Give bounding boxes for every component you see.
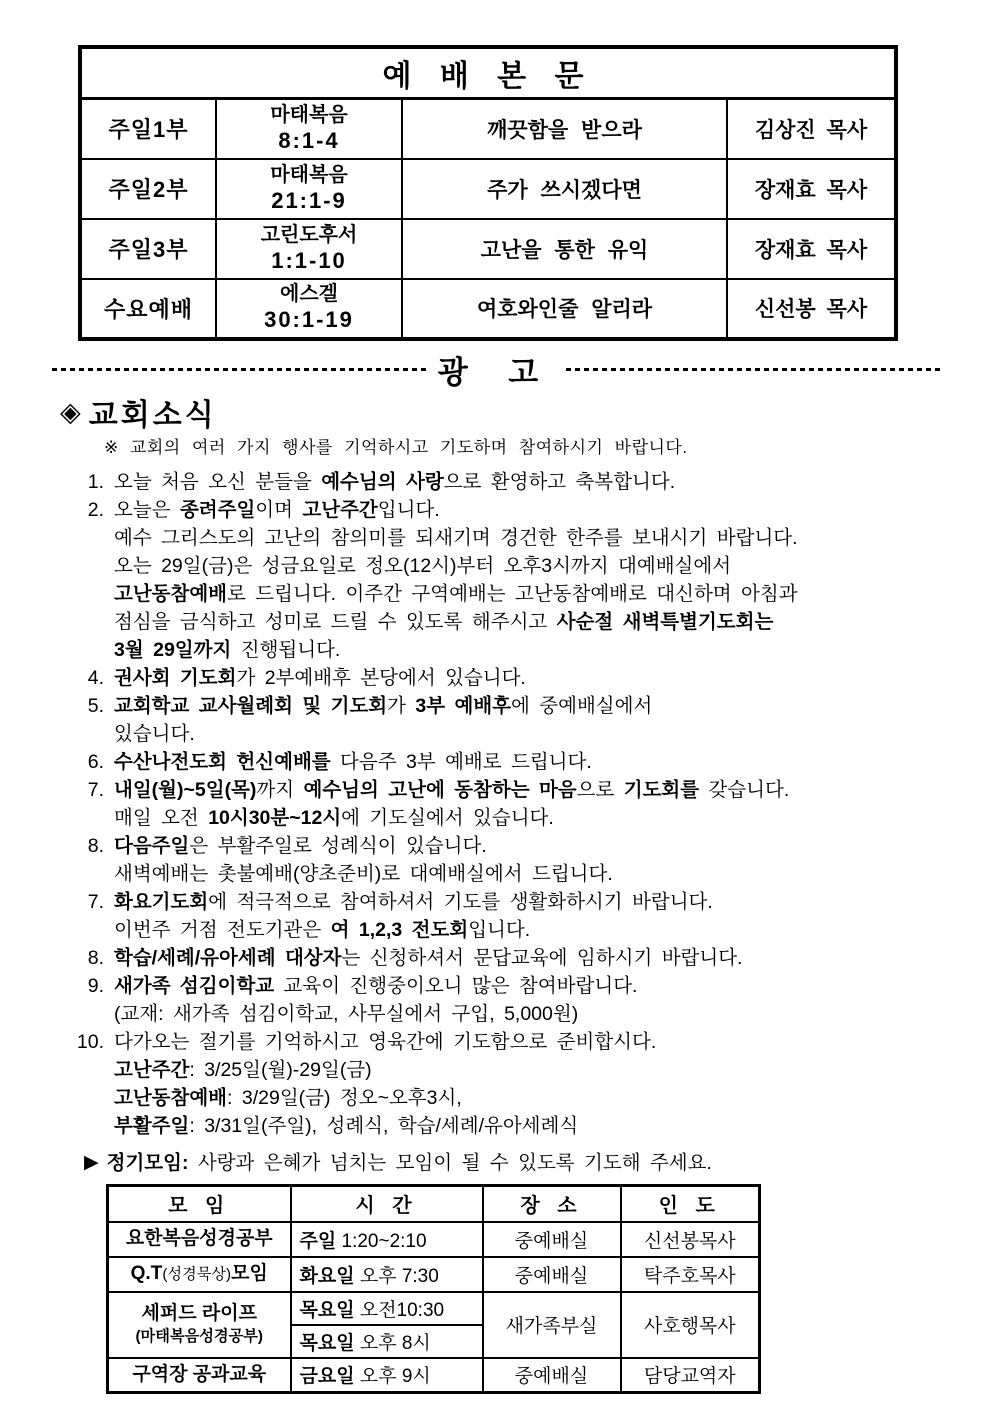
announcement-item	[56, 972, 966, 1028]
scripture-cell	[216, 279, 402, 339]
announcement-item	[56, 888, 966, 944]
item-line: 다가오는 절기를 기억하시고 영육간에 기도함으로 준비합시다.	[114, 1031, 657, 1053]
scripture-cell	[216, 99, 402, 159]
item-line: 학습/세례/유아세례 대상자는 신청하셔서 문답교육에 임하시기 바랍니다.	[114, 947, 743, 969]
table-row	[108, 1257, 760, 1292]
item-line: 새벽예배는 촛불예배(양초준비)로 대예배실에서 드립니다.	[114, 863, 613, 885]
scripture-verse: 1:1-10	[271, 247, 347, 273]
scripture-book: 에스겔	[280, 283, 338, 306]
item-line: 이번주 거점 전도기관은 여 1,2,3 전도회입니다.	[114, 919, 531, 941]
announcement-item	[56, 692, 966, 748]
item-number: 8.	[87, 835, 104, 857]
item-line: 예수 그리스도의 고난의 참의미를 되새기며 경건한 한주를 보내시기 바랍니다.	[114, 527, 798, 549]
announcement-item	[56, 664, 966, 692]
dashed-line	[52, 368, 426, 371]
meeting-time-cell: 목요일 오후 8시	[291, 1325, 483, 1358]
church-news-heading	[60, 390, 217, 434]
meeting-name-cell: 요한복음성경공부	[108, 1222, 291, 1257]
col-header-time: 시 간	[291, 1186, 483, 1222]
table-row	[108, 1292, 760, 1325]
announcement-item	[56, 496, 966, 664]
meeting-place-cell: 중예배실	[483, 1358, 621, 1393]
meeting-place-cell: 중예배실	[483, 1222, 621, 1257]
item-line: 화요기도회에 적극적으로 참여하셔서 기도를 생활화하시기 바랍니다.	[114, 891, 713, 913]
announcements-divider	[52, 350, 940, 388]
regular-meetings-table	[106, 1184, 761, 1394]
table-row	[80, 159, 896, 219]
item-number: 1.	[87, 471, 104, 493]
table-row	[80, 219, 896, 279]
sermon-title-cell: 고난을 통한 유익	[402, 219, 727, 279]
meeting-leader-cell: 사호행목사	[621, 1292, 760, 1358]
col-header-meeting: 모 임	[108, 1186, 291, 1222]
scripture-verse: 21:1-9	[271, 187, 347, 213]
meeting-leader-cell: 담당교역자	[621, 1358, 760, 1393]
item-number: 7.	[87, 779, 104, 801]
announcement-item	[56, 468, 966, 496]
table-row	[108, 1358, 760, 1393]
item-line: 교회학교 교사월례회 및 기도회가 3부 예배후에 중예배실에서	[114, 695, 653, 717]
service-cell: 수요예배	[80, 279, 216, 339]
scripture-book: 마태복음	[270, 104, 348, 127]
worship-table-title: 예 배 본 문	[80, 47, 896, 99]
item-line: 3월 29일까지 진행됩니다.	[114, 639, 341, 661]
item-line: 고난동참예배: 3/29일(금) 정오~오후3시,	[114, 1087, 462, 1109]
meeting-place-cell: 중예배실	[483, 1257, 621, 1292]
announcement-item	[56, 748, 966, 776]
item-line: 오는 29일(금)은 성금요일로 정오(12시)부터 오후3시까지 대예배실에서	[114, 555, 732, 577]
meeting-leader-cell: 신선봉목사	[621, 1222, 760, 1257]
announcement-item	[56, 944, 966, 972]
worship-scripture-table	[78, 45, 898, 341]
table-row	[80, 99, 896, 159]
preacher-cell: 신선봉 목사	[727, 279, 896, 339]
meeting-time-cell: 주일 1:20~2:10	[291, 1222, 483, 1257]
meeting-time-cell: 화요일 오후 7:30	[291, 1257, 483, 1292]
item-line: 새가족 섬김이학교 교육이 진행중이오니 많은 참여바랍니다.	[114, 975, 638, 997]
service-cell: 주일3부	[80, 219, 216, 279]
scripture-cell	[216, 219, 402, 279]
announcements-list	[56, 468, 966, 1140]
item-number: 6.	[87, 751, 104, 773]
meeting-place-cell: 새가족부실	[483, 1292, 621, 1358]
item-line: 오늘 처음 오신 분들을 예수님의 사랑으로 환영하고 축복합니다.	[114, 471, 676, 493]
diamond-icon: ◈	[60, 396, 81, 427]
meeting-name-cell: 구역장 공과교육	[108, 1358, 291, 1393]
announcement-item	[56, 776, 966, 832]
sermon-title-cell: 여호와인줄 알리라	[402, 279, 727, 339]
regular-meetings-text: 정기모임: 사랑과 은혜가 넘치는 모임이 될 수 있도록 기도해 주세요.	[106, 1152, 712, 1174]
announcement-item	[56, 832, 966, 888]
item-line: 오늘은 종려주일이며 고난주간입니다.	[114, 499, 440, 521]
preacher-cell: 장재효 목사	[727, 219, 896, 279]
divider-label: 광 고	[437, 354, 555, 390]
item-line: 고난동참예배로 드립니다. 이주간 구역예배는 고난동참예배로 대신하며 아침과	[114, 583, 798, 605]
item-line: 점심을 금식하고 성미로 드릴 수 있도록 해주시고 사순절 새벽특별기도회는	[114, 611, 774, 633]
church-news-title: 교회소식	[88, 399, 217, 432]
table-header-row	[108, 1186, 760, 1222]
sermon-title-cell: 주가 쓰시겠다면	[402, 159, 727, 219]
service-cell: 주일1부	[80, 99, 216, 159]
scripture-cell	[216, 159, 402, 219]
col-header-place: 장 소	[483, 1186, 621, 1222]
scripture-verse: 30:1-19	[264, 307, 354, 333]
col-header-leader: 인 도	[621, 1186, 760, 1222]
item-line: 내일(월)~5일(목)까지 예수님의 고난에 동참하는 마음으로 기도회를 갖습니다.	[114, 779, 790, 801]
table-row	[108, 1222, 760, 1257]
item-number: 4.	[87, 667, 104, 689]
item-line: 매일 오전 10시30분~12시에 기도실에서 있습니다.	[114, 807, 554, 829]
announcement-item	[56, 1028, 966, 1140]
preacher-cell: 장재효 목사	[727, 159, 896, 219]
scripture-verse: 8:1-4	[278, 128, 340, 154]
item-line: 수산나전도회 헌신예배를 다음주 3부 예배로 드립니다.	[114, 751, 592, 773]
triangle-bullet-icon: ▶	[84, 1152, 99, 1173]
church-news-note: ※ 교회의 여러 가지 행사를 기억하시고 기도하며 참여하시기 바랍니다.	[104, 438, 688, 457]
scripture-book: 고린도후서	[260, 223, 358, 246]
service-cell: 주일2부	[80, 159, 216, 219]
item-line: (교재: 새가족 섬김이학교, 사무실에서 구입, 5,000원)	[114, 1003, 579, 1025]
meeting-name-cell: Q.T(성경묵상)모임	[108, 1257, 291, 1292]
item-number: 5.	[87, 695, 104, 717]
item-line: 고난주간: 3/25일(월)-29일(금)	[114, 1059, 372, 1081]
dashed-line	[566, 368, 940, 371]
meeting-time-cell: 목요일 오전10:30	[291, 1292, 483, 1325]
item-line: 있습니다.	[114, 723, 195, 745]
scripture-book: 마태복음	[270, 163, 348, 186]
meeting-time-cell: 금요일 오후 9시	[291, 1358, 483, 1393]
item-line: 다음주일은 부활주일로 성례식이 있습니다.	[114, 835, 487, 857]
item-number: 7.	[87, 891, 104, 913]
regular-meetings-note	[84, 1150, 712, 1176]
item-number: 8.	[87, 947, 104, 969]
meeting-leader-cell: 탁주호목사	[621, 1257, 760, 1292]
item-line: 부활주일: 3/31일(주일), 성례식, 학습/세례/유아세례식	[114, 1115, 579, 1137]
item-number: 2.	[87, 499, 104, 521]
preacher-cell: 김상진 목사	[727, 99, 896, 159]
item-line: 권사회 기도회가 2부예배후 본당에서 있습니다.	[114, 667, 526, 689]
item-number: 9.	[87, 975, 104, 997]
sermon-title-cell: 깨끗함을 받으라	[402, 99, 727, 159]
meeting-name-cell: 세퍼드 라이프 (마태복음성경공부)	[108, 1292, 291, 1358]
table-row	[80, 279, 896, 339]
item-number: 10.	[76, 1031, 104, 1053]
